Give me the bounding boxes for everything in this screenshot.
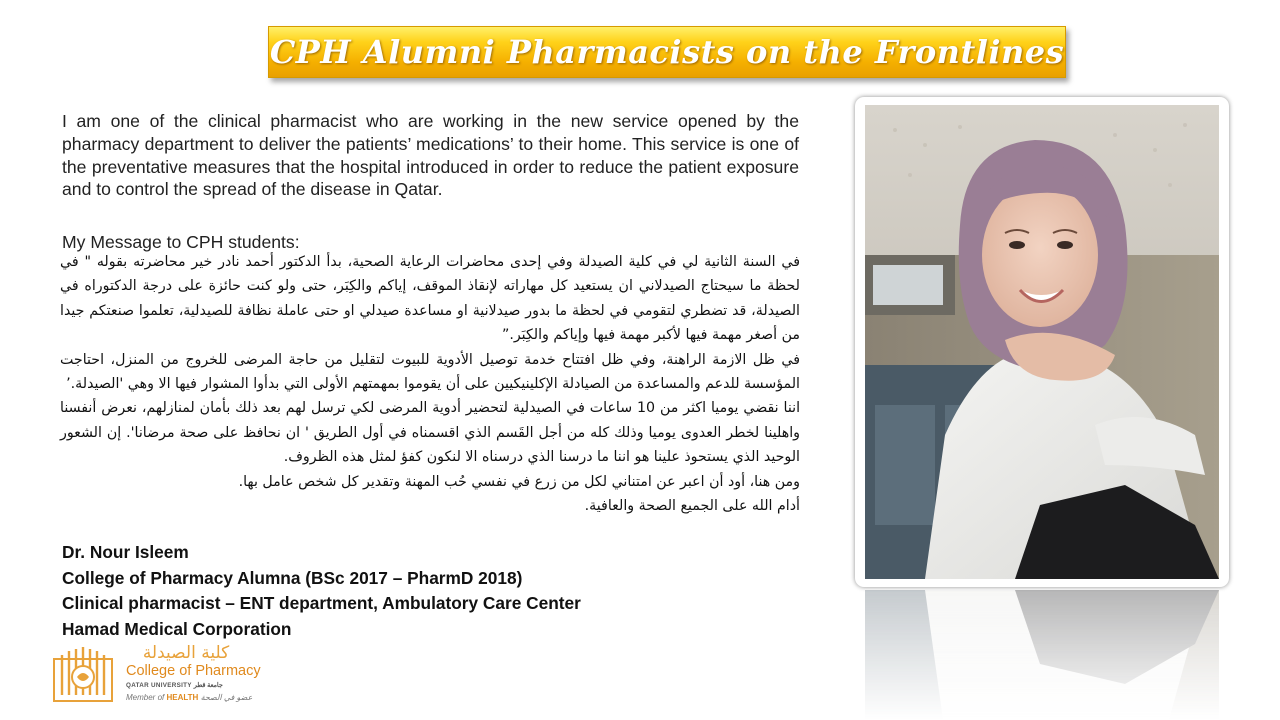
signature-position: Clinical pharmacist – ENT department, Ambulatory Care Center (62, 593, 581, 613)
title-banner (268, 26, 1066, 78)
signature-block (62, 540, 581, 642)
photo-reflection (865, 590, 1219, 720)
arabic-paragraph: اننا نقضي يوميا اكثر من 10 ساعات في الصيدلية لتحضير أدوية المرضى لكي ترسل لهم بعد ذلك بأمان لمنازلهم، نعرض أنفسنا واهلينا لخطر العدوى يوميا وذلك كله من أجل القَسم الذي اقسمناه في أول الطريق ' ان نحافظ على صحة مرضانا'. إن الشعور الوحيد الذي يستحوذ علينا هو اننا ما درسنا الذي درسناه الا لنكون كفؤ لمثل هذه الظروف. (60, 400, 801, 466)
logo-member-suffix: عضو في الصحة (200, 693, 253, 702)
signature-name: Dr. Nour Isleem (62, 542, 189, 562)
logo-university: QATAR UNIVERSITY جامعة قطر (126, 682, 223, 689)
logo-english-name: College of Pharmacy (126, 663, 261, 679)
intro-paragraph: I am one of the clinical pharmacist who are working in the new service opened by the pharmacy department to deliver the patients’ medications’ to their home. This service is one of the preventative measures that the hospital introduced in order to reduce the patient exposure and to control the spread of the disease in Qatar. (62, 111, 799, 200)
signature-degree: College of Pharmacy Alumna (BSc 2017 – PharmD 2018) (62, 567, 523, 588)
signature-organization: Hamad Medical Corporation (62, 618, 292, 639)
college-emblem-icon (50, 645, 116, 705)
message-heading: My Message to CPH students: (62, 232, 300, 252)
arabic-paragraph: أدام الله على الجميع الصحة والعافية. (584, 498, 800, 515)
arabic-paragraph: في ظل الازمة الراهنة، وفي ظل افتتاح خدمة توصيل الأدوية للبيوت لتقليل من حاجة المرضى للخروج من المنزل، احتاجت المؤسسة للدعم والمساعدة من الصيادلة الإكلينيكيين على أن يقوموا بمهمتهم الأولى التي بدأوا المشوار فيها الا وهي 'الصيدلة.’ (60, 351, 800, 393)
logo-arabic-name: كلية الصيدلة (142, 643, 230, 663)
college-logo (50, 645, 265, 707)
portrait-photo (865, 105, 1219, 579)
arabic-paragraph: ومن هنا، أود أن اعبر عن امتناني لكل من زرع في نفسي حُب المهنة وتقدير كل شخص عامل بها. (238, 473, 800, 490)
arabic-paragraph: في السنة الثانية لي في كلية الصيدلة وفي إحدى محاضرات الرعاية الصحية، بدأ الدكتور أحمد نادر خير محاضرته بقوله " في لحظة ما سيحتاج الصيدلاني ان يستعيد كل مهاراته لإنقاذ الموقف، إياكم والكِبَر، حتى ولو كنت حائزة على درجة الدكتوراه في الصيدلة، قد تضطري لتقومي في لحظة ما بدور صيدلانية او مساعدة صيدلي او حتى عاملة نظافة للصيدلية، تعلموا صنعتكم جيدا من أصغر مهمة فيها لأكبر مهمة فيها وإياكم والكِبَر.” (60, 254, 800, 344)
page-title: CPH Alumni Pharmacists on the Frontlines (269, 33, 1065, 71)
arabic-message (60, 250, 800, 518)
logo-member-brand: HEALTH (166, 693, 199, 702)
photo-frame (855, 97, 1229, 587)
logo-member-prefix: Member of (126, 693, 165, 702)
logo-member-line (126, 693, 252, 702)
